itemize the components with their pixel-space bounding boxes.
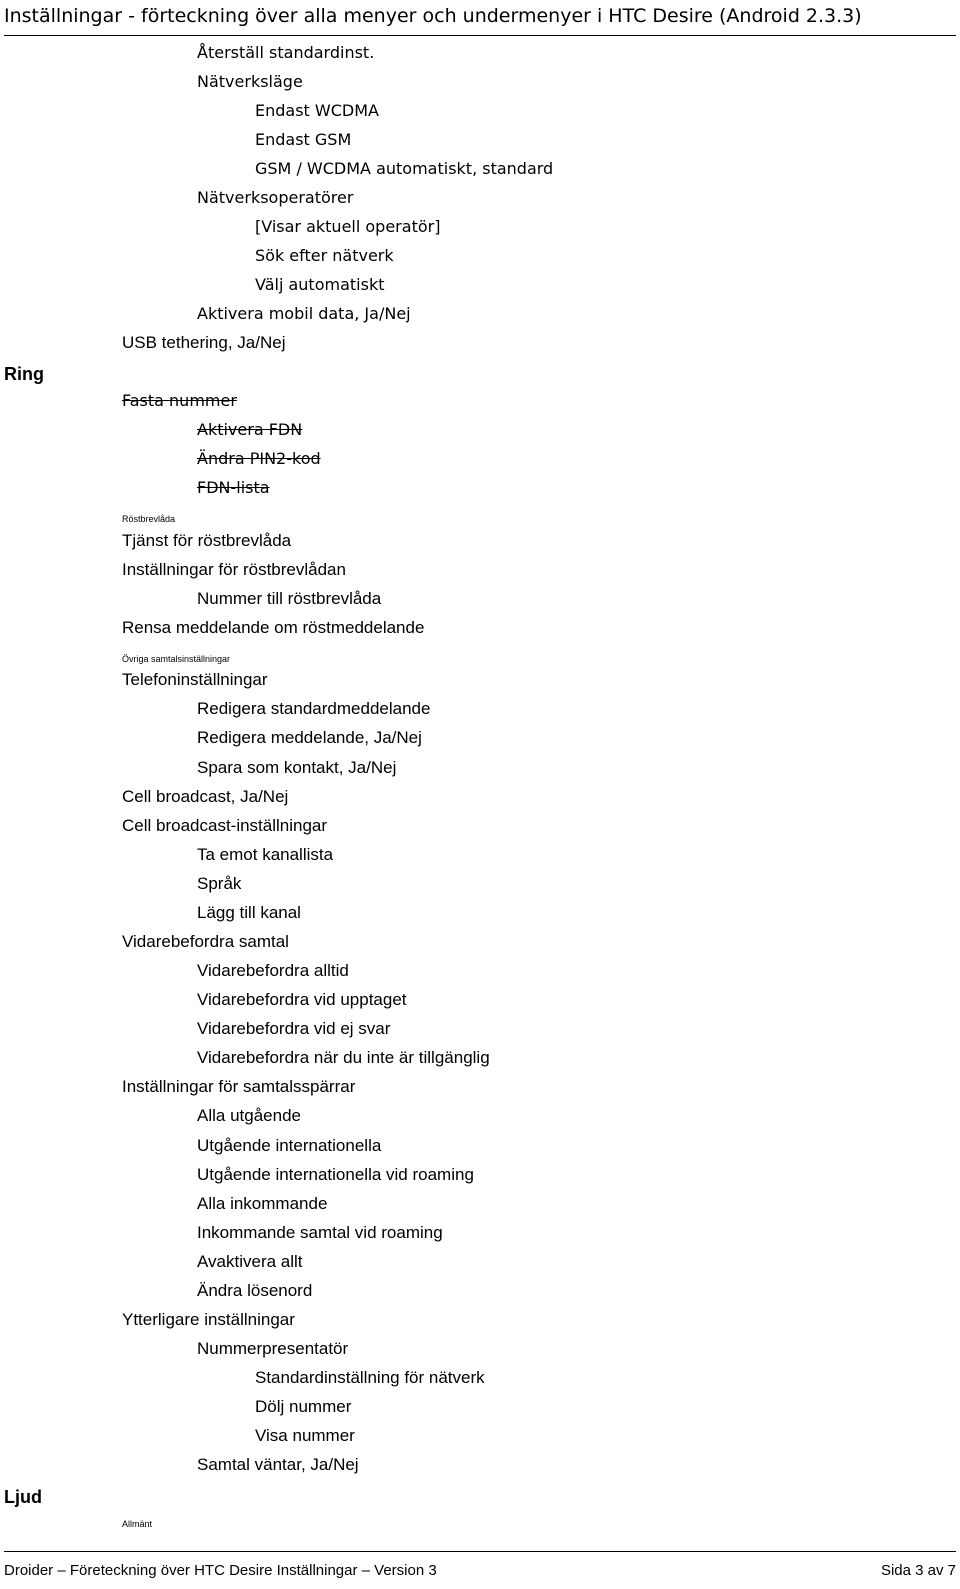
submenu-item: Alla inkommande xyxy=(197,1194,328,1213)
menu-item: Tjänst för röstbrevlåda xyxy=(122,531,292,550)
page-title: Inställningar - förteckning över alla menyer och undermenyer i HTC Desire (Android 2.3.3) xyxy=(4,1,956,36)
submenu-item: Språk xyxy=(197,874,242,893)
submenu-item-struck: FDN-lista xyxy=(197,478,270,497)
submenu-item: Nummer till röstbrevlåda xyxy=(197,589,382,608)
submenu-item: [Visar aktuell operatör] xyxy=(255,217,441,236)
submenu-item: Redigera standardmeddelande xyxy=(197,699,431,718)
submenu-item: Endast WCDMA xyxy=(255,101,379,120)
submenu-item: Lägg till kanal xyxy=(197,903,301,922)
submenu-item: Standardinställning för nätverk xyxy=(255,1368,485,1387)
submenu-item: Sök efter nätverk xyxy=(255,246,394,265)
submenu-item: Utgående internationella xyxy=(197,1136,382,1155)
submenu-item: Avaktivera allt xyxy=(197,1252,303,1271)
subheading: Röstbrevlåda xyxy=(122,514,176,524)
menu-item: Nätverksläge xyxy=(197,72,303,91)
submenu-item: Samtal väntar, Ja/Nej xyxy=(197,1455,359,1474)
submenu-item: Ta emot kanallista xyxy=(197,845,334,864)
submenu-item-struck: Ändra PIN2-kod xyxy=(197,449,321,468)
footer-document-title: Droider – Företeckning över HTC Desire Inställningar – Version 3 xyxy=(4,1562,437,1579)
menu-item: Vidarebefordra samtal xyxy=(122,932,289,951)
page-footer xyxy=(4,1551,956,1586)
menu-item: Rensa meddelande om röstmeddelande xyxy=(122,618,425,637)
submenu-item: Visa nummer xyxy=(255,1426,355,1445)
submenu-item: Utgående internationella vid roaming xyxy=(197,1165,474,1184)
submenu-item: Inkommande samtal vid roaming xyxy=(197,1223,443,1242)
submenu-item: Endast GSM xyxy=(255,130,352,149)
submenu-item: Vidarebefordra vid upptaget xyxy=(197,990,407,1009)
menu-item: Ytterligare inställningar xyxy=(122,1310,295,1329)
submenu-item: Vidarebefordra alltid xyxy=(197,961,349,980)
menu-item: Inställningar för samtalsspärrar xyxy=(122,1077,356,1096)
menu-item-struck: Fasta nummer xyxy=(122,391,237,410)
submenu-item-struck: Aktivera FDN xyxy=(197,420,303,439)
section-label-ljud: Ljud xyxy=(4,1487,42,1507)
menu-item: Återställ standardinst. xyxy=(197,43,375,62)
section-label-ring: Ring xyxy=(4,364,44,384)
submenu-item: Vidarebefordra vid ej svar xyxy=(197,1019,391,1038)
menu-item: Cell broadcast, Ja/Nej xyxy=(122,787,289,806)
submenu-item: Spara som kontakt, Ja/Nej xyxy=(197,758,397,777)
submenu-item: Ändra lösenord xyxy=(197,1281,313,1300)
menu-item: Nätverksoperatörer xyxy=(197,188,354,207)
submenu-item: Välj automatiskt xyxy=(255,275,385,294)
menu-item: Inställningar för röstbrevlådan xyxy=(122,560,346,579)
menu-item: USB tethering, Ja/Nej xyxy=(122,333,286,352)
page-number: Sida 3 av 7 xyxy=(880,1562,956,1579)
menu-item: Cell broadcast-inställningar xyxy=(122,816,328,835)
submenu-item: Redigera meddelande, Ja/Nej xyxy=(197,728,422,747)
submenu-item: Alla utgående xyxy=(197,1106,301,1125)
submenu-item: GSM / WCDMA automatiskt, standard xyxy=(255,159,554,178)
menu-item: Telefoninställningar xyxy=(122,670,268,689)
menu-item: Aktivera mobil data, Ja/Nej xyxy=(197,304,411,323)
subheading: Övriga samtalsinställningar xyxy=(122,654,231,664)
subheading: Allmänt xyxy=(122,1519,153,1529)
submenu-item: Dölj nummer xyxy=(255,1397,352,1416)
submenu-item: Nummerpresentatör xyxy=(197,1339,349,1358)
submenu-item: Vidarebefordra när du inte är tillgänglig xyxy=(197,1048,490,1067)
